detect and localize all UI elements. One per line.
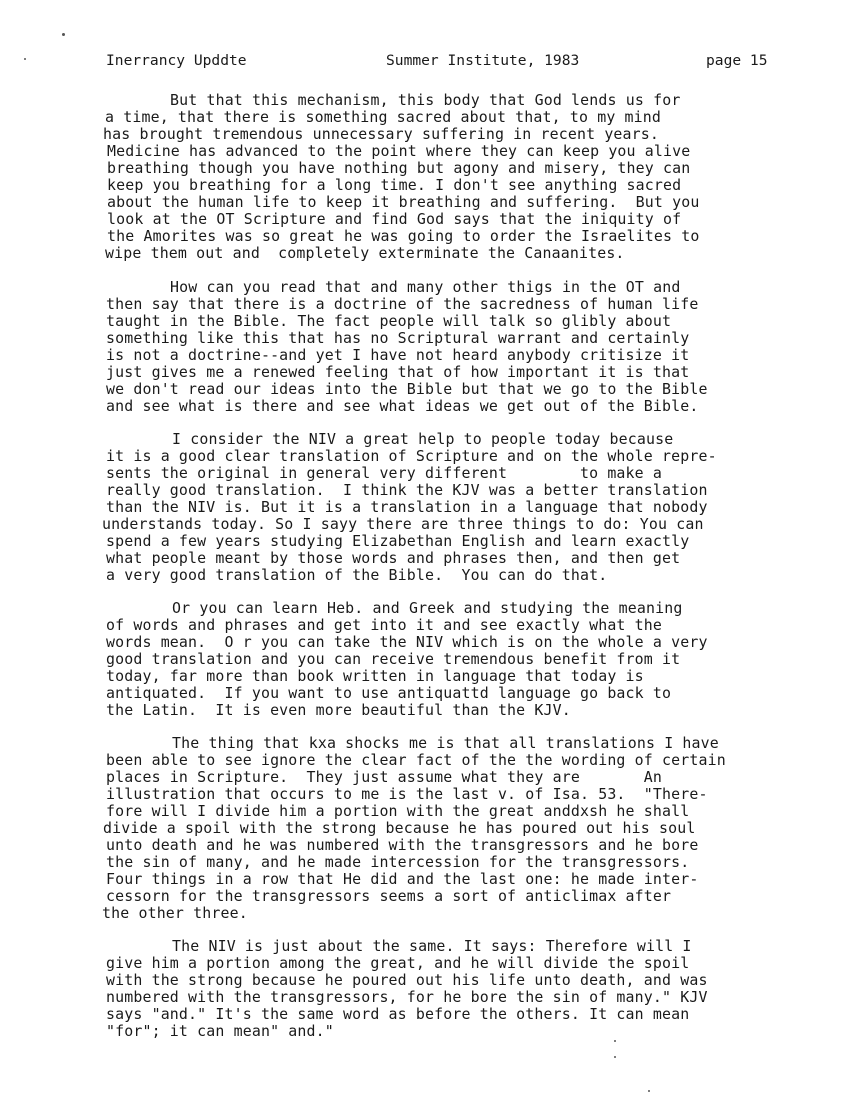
scan-speck (648, 1090, 650, 1092)
text-line: I consider the NIV a great help to people today because (172, 430, 674, 448)
scan-speck (614, 1056, 616, 1058)
text-line: just gives me a renewed feeling that of how important it is that (106, 363, 690, 381)
text-line: the Latin. It is even more beautiful than the KJV. (106, 701, 571, 719)
scan-speck (24, 58, 26, 60)
text-line: the sin of many, and he made intercession for the transgressors. (106, 853, 690, 871)
page-header (106, 52, 786, 74)
text-line: divide a spoil with the strong because he has poured out his soul (103, 819, 696, 837)
text-line: Or you can learn Heb. and Greek and studying the meaning (172, 599, 683, 617)
text-line: wipe them out and completely exterminate the Canaanites. (105, 244, 625, 262)
text-line: The thing that kxa shocks me is that all translations I have (172, 734, 719, 752)
text-line: taught in the Bible. The fact people will talk so glibly about (106, 312, 672, 330)
text-line: what people meant by those words and phrases then, and then get (106, 549, 681, 567)
text-line: words mean. O r you can take the NIV which is on the whole a very (106, 633, 708, 651)
text-line: spend a few years studying Elizabethan English and learn exactly (106, 532, 690, 550)
text-line: Medicine has advanced to the point where they can keep you alive (107, 142, 691, 160)
text-line: about the human life to keep it breathing and suffering. But you (107, 193, 700, 211)
scan-speck (62, 33, 65, 36)
text-line: Four things in a row that He did and the last one: he made inter- (106, 870, 699, 888)
text-line: is not a doctrine--and yet I have not heard anybody critisize it (106, 346, 690, 364)
header-event: Summer Institute, 1983 (386, 52, 580, 69)
text-line: a very good translation of the Bible. You can do that. (106, 566, 608, 584)
text-line: antiquated. If you want to use antiquattd language go back to (106, 684, 672, 702)
text-line: The NIV is just about the same. It says: Therefore will I (172, 937, 692, 955)
text-line: the Amorites was so great he was going to order the Israelites to (107, 227, 700, 245)
text-line: fore will I divide him a portion with the great anddxsh he shall (106, 802, 690, 820)
scan-speck (614, 1040, 616, 1042)
text-line: really good translation. I think the KJV was a better translation (106, 481, 708, 499)
text-line: give him a portion among the great, and he will divide the spoil (106, 954, 690, 972)
text-line: than the NIV is. But it is a translation in a language that nobody (106, 498, 708, 516)
header-page-number: page 15 (706, 52, 768, 69)
text-line: good translation and you can receive tremendous benefit from it (106, 650, 681, 668)
text-line: unto death and he was numbered with the transgressors and he bore (106, 836, 699, 854)
text-line: How can you read that and many other thigs in the OT and (170, 278, 681, 296)
text-line: But that this mechanism, this body that God lends us for (170, 91, 681, 109)
text-line: something like this that has no Scriptural warrant and certainly (106, 329, 690, 347)
text-line: we don't read our ideas into the Bible but that we go to the Bible (106, 380, 708, 398)
text-line: and see what is there and see what ideas we get out of the Bible. (106, 397, 699, 415)
text-line: with the strong because he poured out his life unto death, and was (106, 971, 708, 989)
text-line: numbered with the transgressors, for he bore the sin of many." KJV (106, 988, 708, 1006)
text-line: breathing though you have nothing but agony and misery, they can (107, 159, 691, 177)
text-line: the other three. (102, 904, 248, 922)
text-line: look at the OT Scripture and find God says that the iniquity of (107, 210, 682, 228)
text-line: of words and phrases and get into it and see exactly what the (106, 616, 663, 634)
text-line: keep you breathing for a long time. I don't see anything sacred (107, 176, 682, 194)
text-line: a time, that there is something sacred about that, to my mind (105, 108, 662, 126)
text-line: cessorn for the transgressors seems a sort of anticlimax after (106, 887, 672, 905)
text-line: sents the original in general very different to make a (106, 464, 663, 482)
text-line: understands today. So I sayy there are three things to do: You can (102, 515, 704, 533)
text-line: today, far more than book written in language that today is (106, 667, 644, 685)
text-line: says "and." It's the same word as before the others. It can mean (106, 1005, 690, 1023)
text-line: then say that there is a doctrine of the sacredness of human life (106, 295, 699, 313)
text-line: places in Scripture. They just assume what they are An (106, 768, 663, 786)
text-line: it is a good clear translation of Scripture and on the whole repre- (106, 447, 717, 465)
text-line: illustration that occurs to me is the last v. of Isa. 53. "There- (106, 785, 708, 803)
text-line: been able to see ignore the clear fact of the the wording of certain (106, 751, 726, 769)
text-line: has brought tremendous unnecessary suffering in recent years. (103, 125, 660, 143)
header-title: Inerrancy Upddte (106, 52, 247, 69)
text-line: "for"; it can mean" and." (106, 1022, 334, 1040)
